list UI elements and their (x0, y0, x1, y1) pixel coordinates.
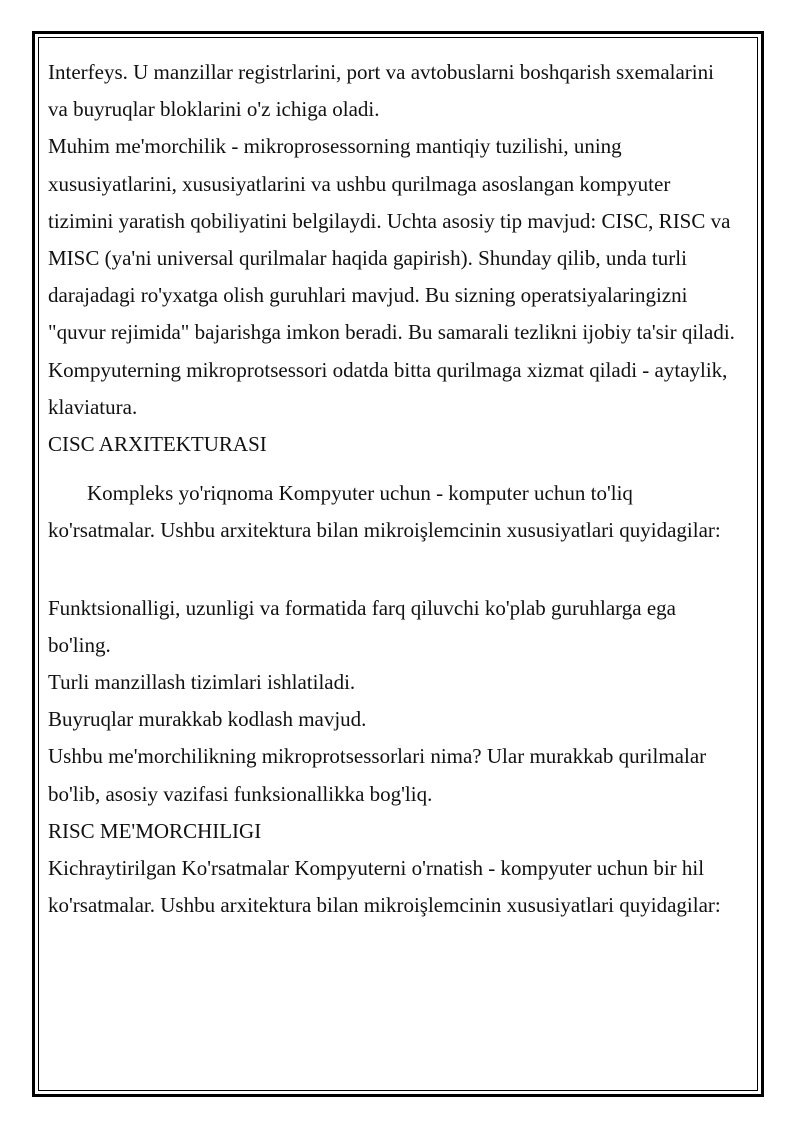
paragraph-cisc-summary: Ushbu me'morchilikning mikroprotsessorlari nima? Ular murakkab qurilmalar bo'lib, asosiy vazifasi funksionallikka bog'liq. (48, 744, 707, 806)
paragraph-cisc-feature-2: Turli manzillash tizimlari ishlatiladi. (48, 670, 356, 695)
paragraph-cisc-intro: Kompleks yo'riqnoma Kompyuter uchun - komputer uchun to'liq ko'rsatmalar. Ushbu arxitektura bilan mikroişlemcinin xususiyatlari quyidagilar: (48, 481, 721, 543)
heading-cisc: CISC ARXITEKTURASI (48, 432, 267, 457)
paragraph-interface: Interfeys. U manzillar registrlarini, port va avtobuslarni boshqarish sxemalarini va buyruqlar bloklarini o'z ichiga oladi. (48, 60, 714, 122)
spacer (48, 550, 738, 590)
paragraph-cisc-feature-1: Funktsionalligi, uzunligi va formatida farq qiluvchi ko'plab guruhlarga ega bo'ling. (48, 595, 677, 657)
document-body (48, 54, 738, 924)
paragraph-cisc-feature-3: Buyruqlar murakkab kodlash mavjud. (48, 707, 367, 732)
heading-risc: RISC ME'MORCHILIGI (48, 818, 262, 843)
paragraph-architecture: Muhim me'morchilik - mikroprosessorning mantiqiy tuzilishi, uning xususiyatlarini, xususiyatlarini va ushbu qurilmaga asoslangan kompyuter tizimini yaratish qobiliyatini belgilaydi. Uchta asosiy tip mavjud: CISC, RISC va MISC (ya'ni universal qurilmalar haqida gapirish). Shunday qilib, unda turli darajadagi ro'yxatga olish guruhlari mavjud. Bu sizning operatsiyalaringizni "quvur rejimida" bajarishga imkon beradi. Bu samarali tezlikni ijobiy ta'sir qiladi. Kompyuterning mikroprotsessori odatda bitta qurilmaga xizmat qiladi - aytaylik, klaviatura. (48, 134, 735, 419)
paragraph-risc-intro: Kichraytirilgan Ko'rsatmalar Kompyuterni o'rnatish - kompyuter uchun bir hil ko'rsatmalar. Ushbu arxitektura bilan mikroişlemcinin xususiyatlari quyidagilar: (48, 856, 721, 918)
